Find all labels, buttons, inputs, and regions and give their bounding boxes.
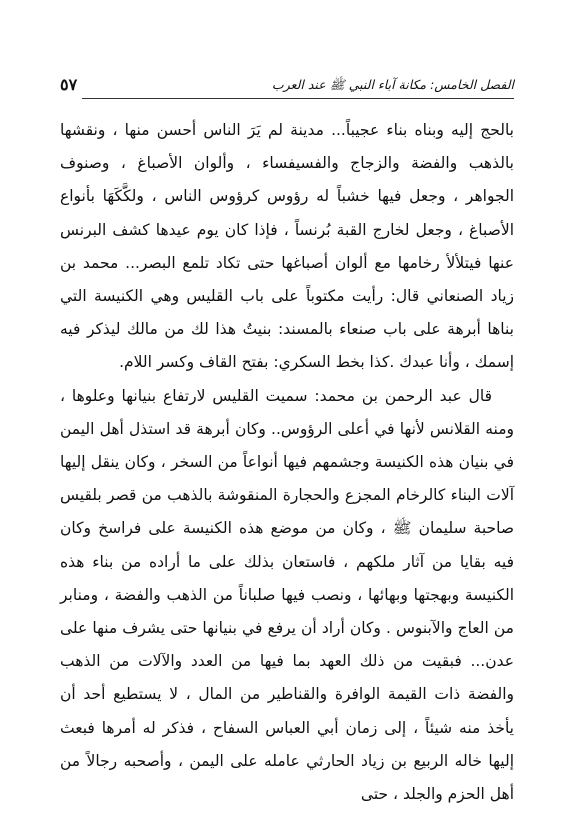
page-header [60, 74, 514, 98]
paragraph-1: بالحج إليه وبناه بناء عجيباً... مدينة لم يَرَ الناس أحسن منها ، ونقشها بالذهب والفضة والزجاج والفسيفساء ، وألوان الأصباغ ، وصنوف الجواهر ، وجعل فيها خشباً له رؤوس كرؤوس الناس ، ولكَّكَهَا بأنواع الأصباغ ، وجعل لخارج القبة بُرنساً ، فإذا كان يوم عيدها كشف البرنس عنها فيتلألأ رخامها مع ألوان أصباغها حتى تكاد تلمع البصر... محمد بن زياد الصنعاني قال: رأيت مكتوباً على باب القليس وهي الكنيسة التي بناها أبرهة على باب صنعاء بالمسند: بنيتُ هذا لك من مالك ليذكر فيه إسمك ، وأنا عبدك .كذا بخط السكري: بفتح القاف وكسر اللام. [60, 121, 514, 372]
paragraph-2: قال عبد الرحمن بن محمد: سميت القليس لارتفاع بنيانها وعلوها ، ومنه القلانس لأنها في أعلى الرؤوس.. وكان أبرهة قد استذل أهل اليمن في بنيان هذه الكنيسة وجشمهم فيها أنواعاً من السخر ، وكان ينقل إليها آلات البناء كالرخام المجزع والحجارة المنقوشة بالذهب من قصر بلقيس صاحبة سليمان ﷺ ، وكان من موضع هذه الكنيسة على فراسخ وكان فيه بقايا من آثار ملكهم ، فاستعان بذلك على ما أراده من بناء هذه الكنيسة وبهجتها وبهائها ، ونصب فيها صلباناً من الذهب والفضة ، ومنابر من العاج والآبنوس . وكان أراد أن يرفع في بنيانها حتى يشرف منها على عدن... فبقيت من ذلك العهد بما فيها من العدد والآلات من الذهب والفضة ذات القيمة الوافرة والقناطير من المال ، لا يستطيع أحد أن يأخذ منه شيئاً ، إلى زمان أبي العباس السفاح ، فذكر له أمرها فبعث إليها خاله الربيع بن زياد الحارثي عامله على اليمن ، وأصحبه رجالاً من أهل الحزم والجلد ، حتى [60, 386, 514, 804]
header-rule [82, 98, 514, 99]
running-title: الفصل الخامس: مكانة آباء النبي ﷺ عند العرب [271, 77, 514, 92]
body-text [60, 114, 514, 811]
page-number: ٥٧ [60, 75, 78, 94]
